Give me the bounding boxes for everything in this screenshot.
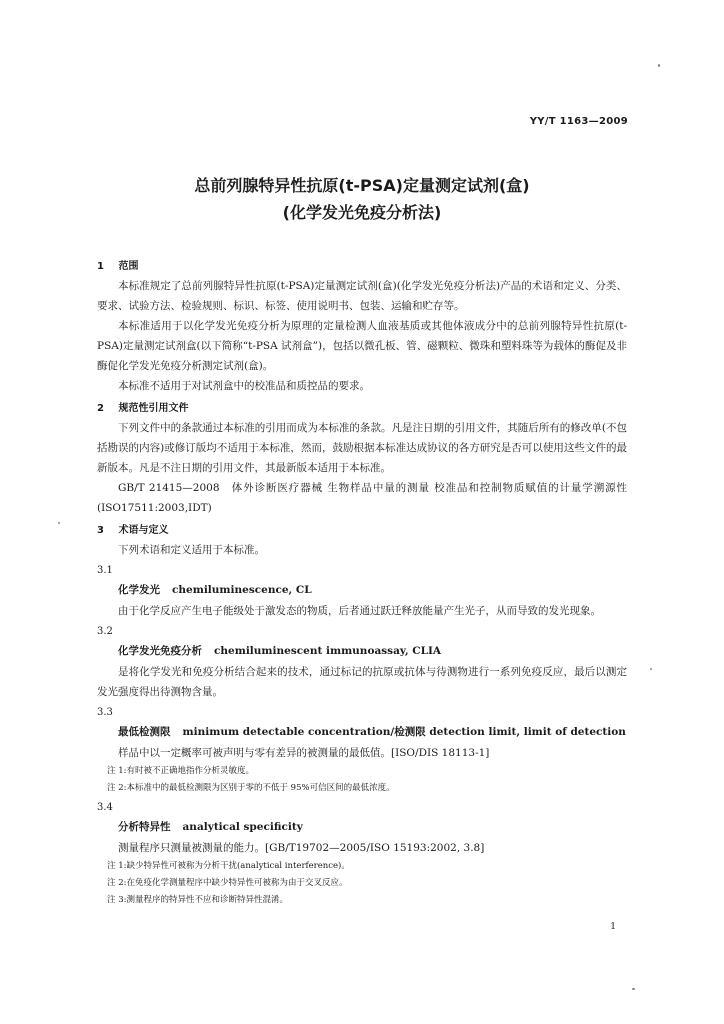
section-title: 术语与定义 [118,525,169,536]
section-heading-terms-definitions [97,522,627,540]
paragraph: 下列文件中的条款通过本标准的引用而成为本标准的条款。凡是注日期的引用文件，其随后所有的修改单(不包括勘误的内容)或修订版均不适用于本标准，然而，鼓励根据本标准达成协议的各方研究是否可以使用这些文件的最新版本。凡是不注日期的引用文件，其最新版本适用于本标准。 [97,422,627,474]
term-zh: 化学发光免疫分析 [118,645,202,657]
term-en: chemiluminescent immunoassay, CLIA [214,645,442,657]
scan-speck [58,522,60,524]
term-entry [97,641,627,662]
paragraph: 本标准规定了总前列腺特异性抗原(t-PSA)定量测定试剂(盒)(化学发光免疫分析法)产品的术语和定义、分类、要求、试验方法、检验规则、标识、标签、使用说明书、包装、运输和贮存等。 [97,280,627,312]
section-number: 1 [97,261,104,272]
section-title: 范围 [118,261,139,272]
term-definition: 由于化学反应产生电子能级处于激发态的物质，后者通过跃迁释放能量产生光子，从而导致的发光现象。 [118,605,601,617]
standard-number: YY/T 1163—2009 [529,116,628,127]
note: 注 1:有时被不正确地指作分析灵敏度。 [107,766,254,776]
term-number: 3.4 [97,802,113,813]
note: 注 2:在免疫化学测量程序中缺少特异性可被称为由于交叉反应。 [107,878,348,888]
page-number: 1 [610,922,616,932]
term-en: minimum detectable concentration/检测限 detection limit, limit of detection [182,726,626,738]
scan-speck [632,988,635,990]
paragraph: 本标准不适用于对试剂盒中的校准品和质控品的要求。 [118,380,370,392]
term-zh: 化学发光 [118,584,160,596]
term-zh: 分析特异性 [118,821,171,833]
paragraph: 下列术语和定义适用于本标准。 [118,544,265,556]
term-number: 3.3 [97,707,113,718]
term-en: analytical specificity [182,821,303,833]
term-zh: 最低检测限 [118,726,171,738]
term-entry [97,722,627,743]
scan-speck [650,668,652,670]
section-number: 3 [97,525,104,536]
section-heading-scope [97,258,627,276]
document-subtitle: (化学发光免疫分析法) [282,203,442,222]
reference-entry: GB/T 21415—2008 体外诊断医疗器械 生物样品中量的测量 校准品和控制物质赋值的计量学溯源性(ISO17511:2003,IDT) [97,482,627,514]
term-entry [97,817,627,838]
paragraph: 本标准适用于以化学发光免疫分析为原理的定量检测人血液基质或其他体液成分中的总前列腺特异性抗原(t-PSA)定量测定试剂盒(以下简称“t-PSA 试剂盒”)，包括以微孔板、管、磁颗粒、微珠和塑料珠等为载体的酶促及非酶促化学发光免疫分析测定试剂(盒)。 [97,320,627,372]
term-definition: 样品中以一定概率可被声明与零有差异的被测量的最低值。[ISO/DIS 18113-1] [118,747,490,759]
scan-speck [658,64,660,67]
term-definition: 是将化学发光和免疫分析结合起来的技术，通过标记的抗原或抗体与待测物进行一系列免疫反应，最后以测定发光强度得出待测物含量。 [97,666,627,698]
term-number: 3.1 [97,565,113,576]
note: 注 1:缺少特异性可被称为分析干扰(analytical interference)。 [107,861,350,871]
note: 注 2:本标准中的最低检测限为区别于零的不低于 95%可信区间的最低浓度。 [107,783,395,793]
term-entry [97,580,627,601]
section-number: 2 [97,403,104,414]
term-en: chemiluminescence, CL [172,584,312,596]
document-title: 总前列腺特异性抗原(t-PSA)定量测定试剂(盒) [194,176,530,195]
section-heading-normative-references [97,400,627,418]
note: 注 3:测量程序的特异性不应和诊断特异性混淆。 [107,895,288,905]
section-title: 规范性引用文件 [118,403,189,414]
term-definition: 测量程序只测量被测量的能力。[GB/T19702—2005/ISO 15193:2002, 3.8] [118,842,485,854]
term-number: 3.2 [97,626,113,637]
document-body [97,254,627,909]
